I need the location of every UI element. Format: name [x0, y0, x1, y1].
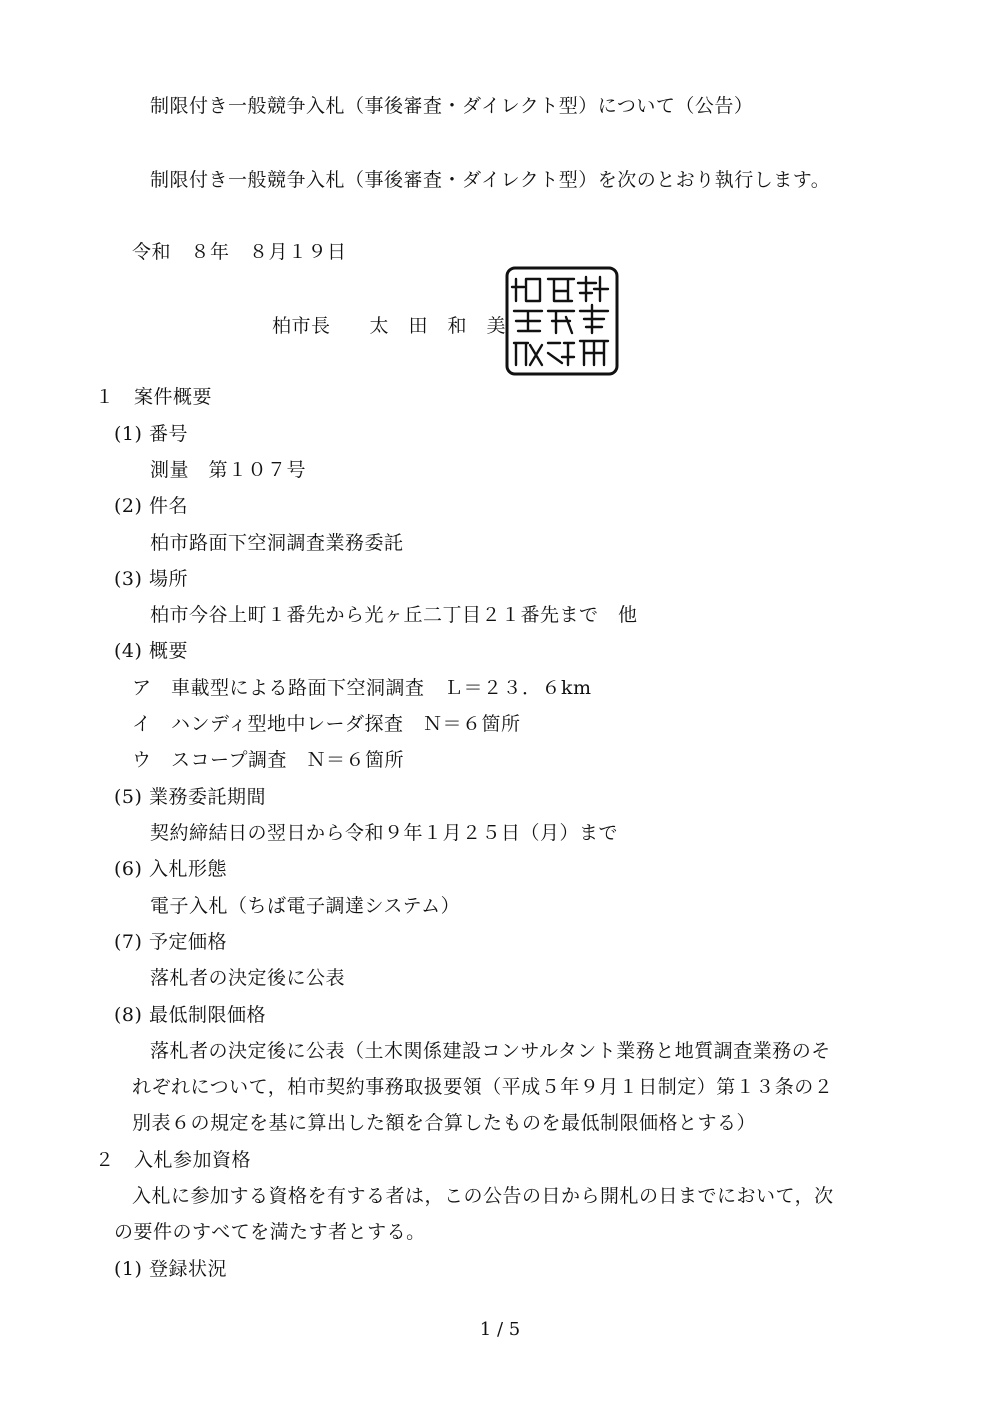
date: 令和 ８年 ８月１９日	[132, 241, 347, 263]
item-6-value: 電子入札（ちば電子調達システム）	[150, 895, 461, 917]
item-5-value: 契約締結日の翌日から令和９年１月２５日（月）まで	[150, 822, 619, 844]
item-3-value: 柏市今谷上町１番先から光ヶ丘二丁目２１番先まで 他	[150, 604, 638, 626]
intro-text: 制限付き一般競争入札（事後審査・ダイレクト型）を次のとおり執行します。	[150, 169, 831, 191]
section-2-text-line-1: 入札に参加する資格を有する者は，この公告の日から開札の日までにおいて，次	[132, 1185, 834, 1207]
item-4-subitem-u: ウ スコープ調査 Ｎ＝６箇所	[132, 749, 405, 771]
item-8-text-line-2: れぞれについて，柏市契約事務取扱要領（平成５年９月１日制定）第１３条の２	[132, 1076, 834, 1098]
item-4-subitem-i: イ ハンディ型地中レーダ探査 Ｎ＝６箇所	[132, 713, 521, 735]
item-4-subitem-a: ア 車載型による路面下空洞調査 Ｌ＝２３．６km	[132, 677, 592, 699]
section-2-text-line-2: の要件のすべてを満たす者とする。	[114, 1221, 426, 1243]
document-title: 制限付き一般競争入札（事後審査・ダイレクト型）について（公告）	[150, 95, 754, 117]
item-2-value: 柏市路面下空洞調査業務委託	[150, 532, 404, 554]
item-1-label: (1) 番号	[114, 423, 188, 445]
section-1-heading: １ 案件概要	[95, 386, 213, 408]
item-5-label: (5) 業務委託期間	[114, 786, 266, 808]
issuer: 柏市長 太 田 和 美	[272, 315, 507, 337]
item-8-label: (8) 最低制限価格	[114, 1004, 266, 1026]
item-8-text-line-1: 落札者の決定後に公表（土木関係建設コンサルタント業務と地質調査業務のそ	[150, 1040, 831, 1062]
section-2-heading: ２ 入札参加資格	[95, 1149, 252, 1171]
item-6-label: (6) 入札形態	[114, 858, 227, 880]
page-number: 1 / 5	[479, 1319, 521, 1340]
item-7-label: (7) 予定価格	[114, 931, 227, 953]
item-3-label: (3) 場所	[114, 568, 188, 590]
section-2-item-1-label: (1) 登録状況	[114, 1258, 227, 1280]
item-8-text-line-3: 別表６の規定を基に算出した額を合算したものを最低制限価格とする）	[132, 1112, 757, 1134]
item-2-label: (2) 件名	[114, 495, 188, 517]
item-7-value: 落札者の決定後に公表	[150, 967, 346, 989]
item-4-label: (4) 概要	[114, 640, 188, 662]
item-1-value: 測量 第１０７号	[150, 459, 307, 481]
official-seal	[504, 265, 620, 377]
